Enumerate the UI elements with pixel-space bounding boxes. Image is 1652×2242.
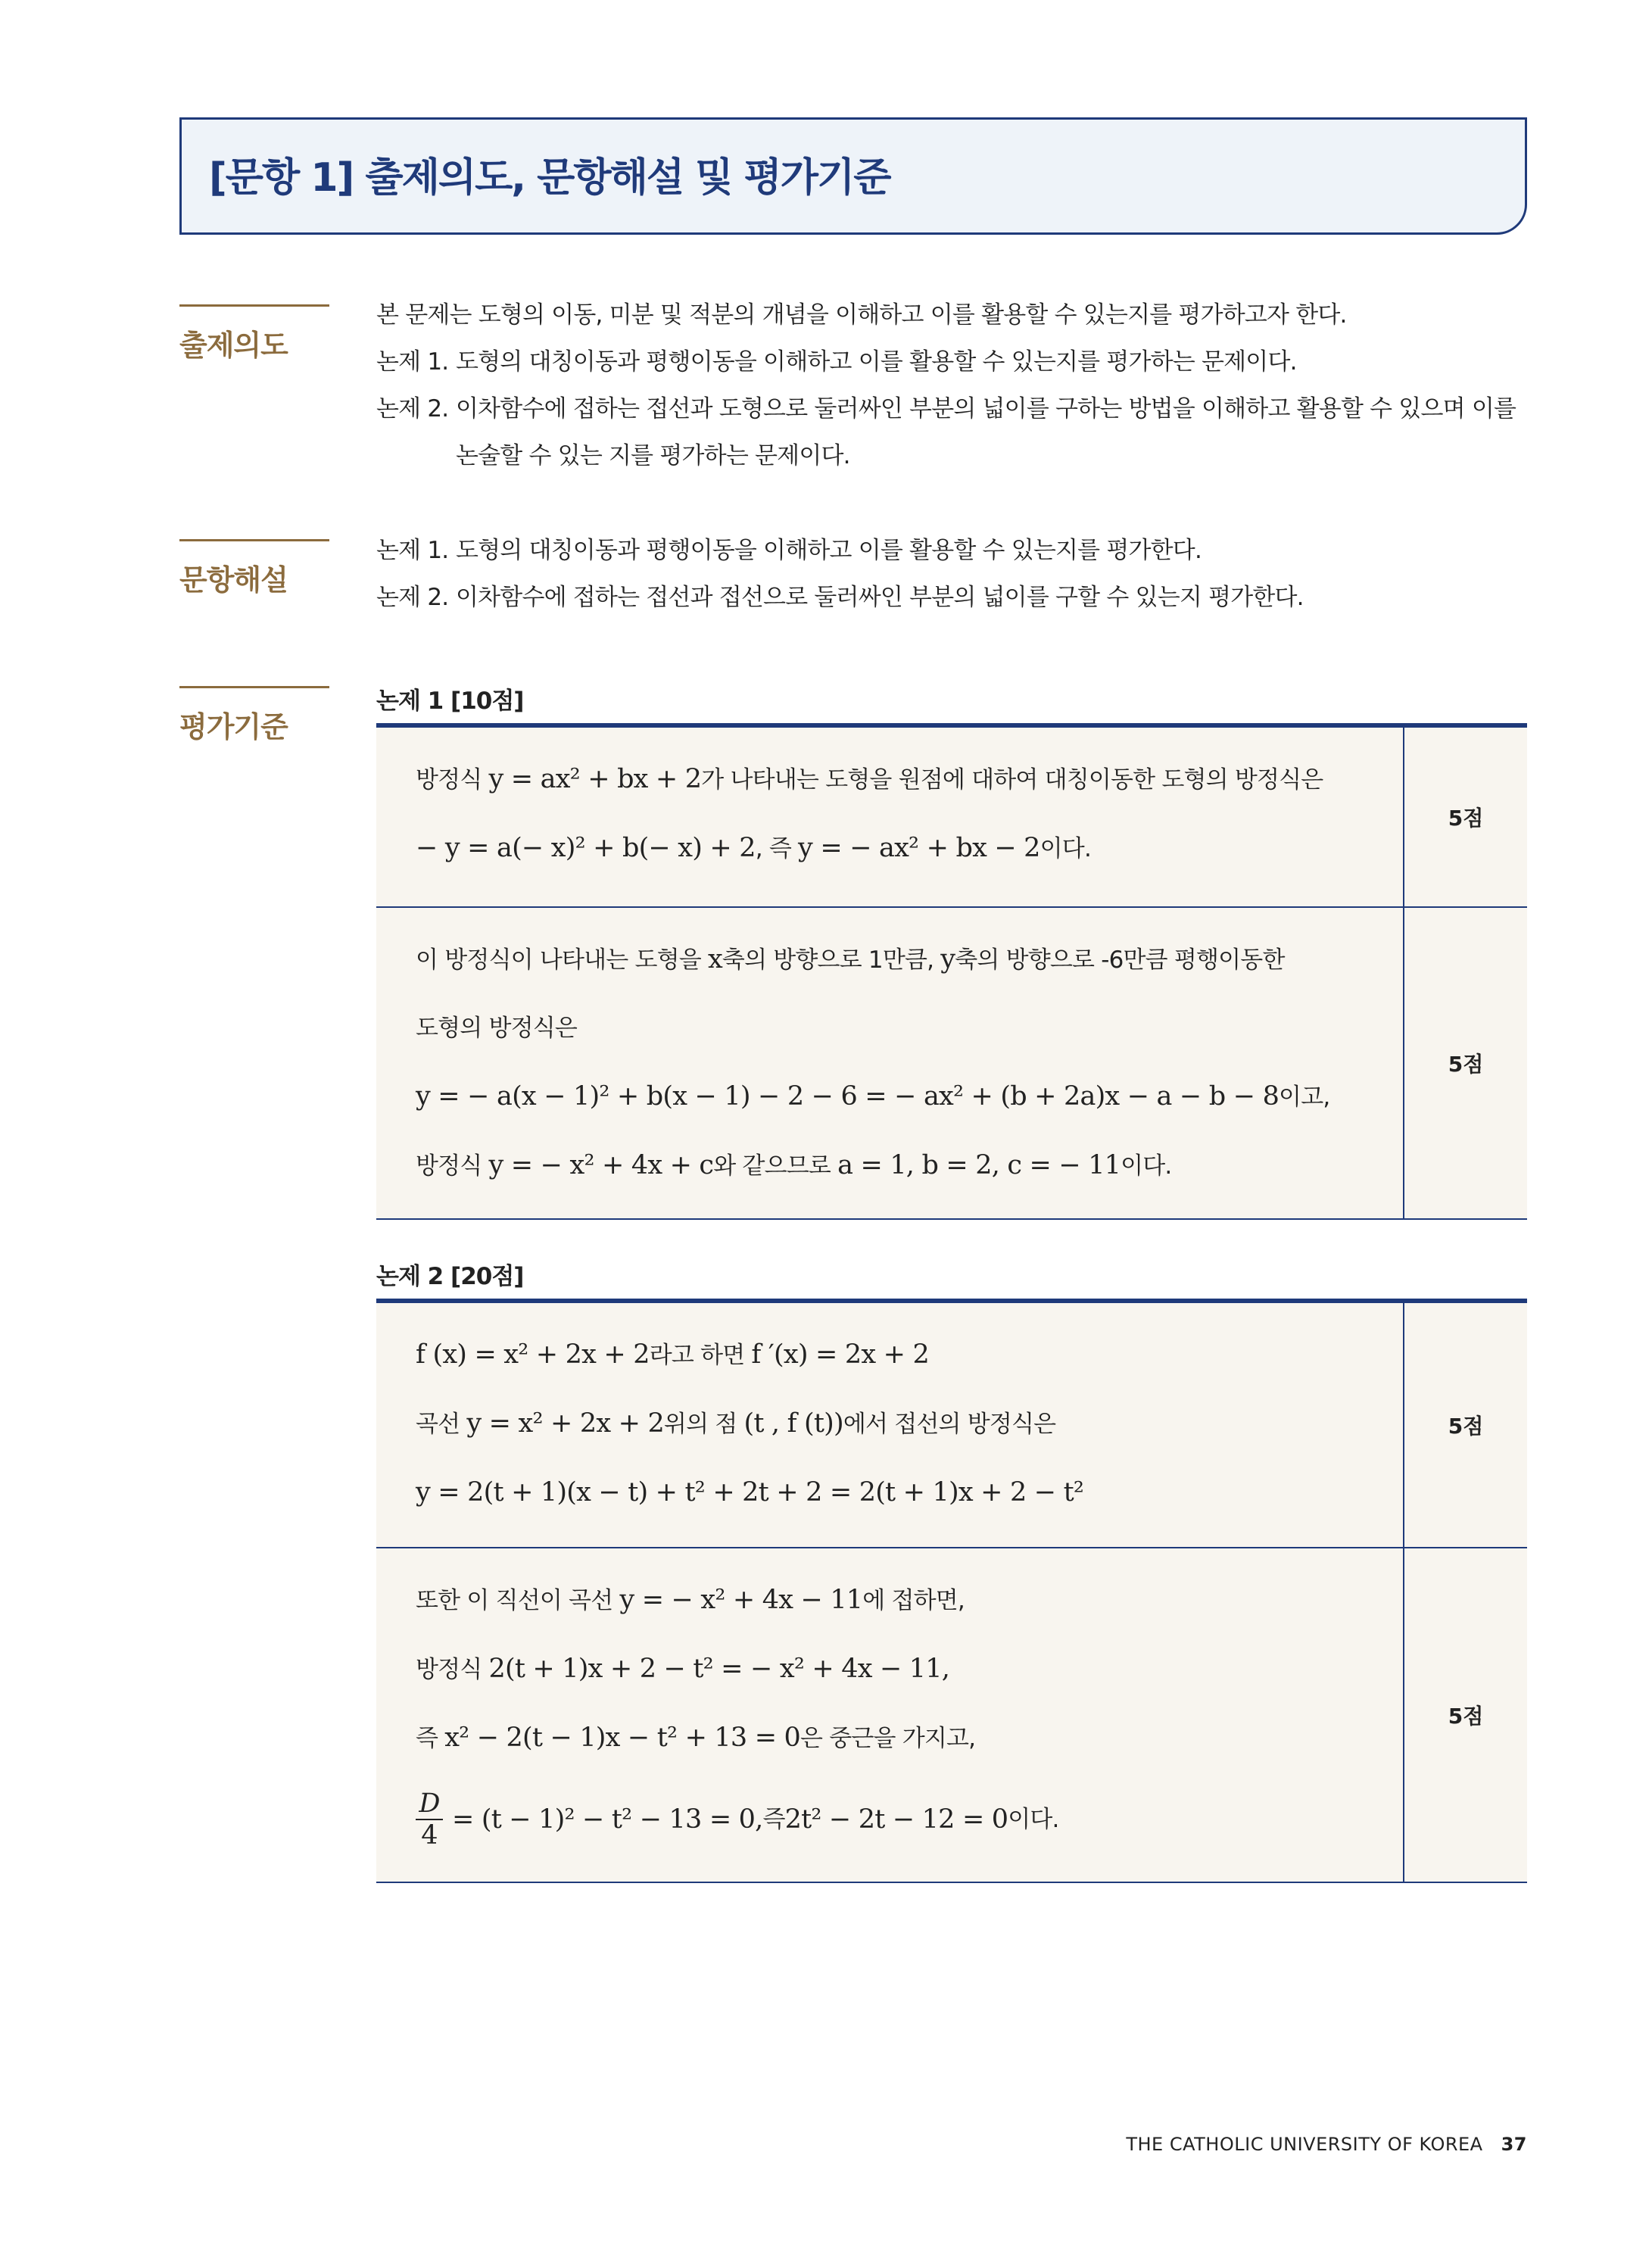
solution-cell xyxy=(376,908,1403,1218)
item-text: 이차함수에 접하는 접선과 접선으로 둘러싸인 부분의 넓이를 구할 수 있는지 평가한다. xyxy=(456,584,1304,611)
solution-cell xyxy=(376,1548,1403,1882)
intent-item-2 xyxy=(376,385,1557,432)
item-label: 논제 2. xyxy=(376,395,449,423)
item-text: 도형의 대칭이동과 평행이동을 이해하고 이를 활용할 수 있는지를 평가한다. xyxy=(456,537,1202,564)
problem-1-heading: 논제 1 [10점] xyxy=(376,688,524,715)
solution-line: 방정식 2(t + 1)x + 2 − t² = − x² + 4x − 11, xyxy=(416,1654,950,1684)
solution-line: 도형의 방정식은 xyxy=(416,1015,578,1042)
item-label: 논제 1. xyxy=(376,537,449,564)
solution-line: f (x) = x² + 2x + 2라고 하면 f ′(x) = 2x + 2 xyxy=(416,1339,929,1370)
item-text: 이차함수에 접하는 접선과 도형으로 둘러싸인 부분의 넓이를 구하는 방법을 이해하고 활용할 수 있으며 이를 xyxy=(456,395,1516,423)
intent-item-1 xyxy=(376,338,1557,385)
intent-text xyxy=(376,292,1557,479)
explanation-item-2 xyxy=(376,574,1557,621)
score-cell: 5점 xyxy=(1403,1548,1527,1882)
problem-2-heading: 논제 2 [20점] xyxy=(376,1263,524,1290)
item-label: 논제 2. xyxy=(376,584,449,611)
item-label: 논제 1. xyxy=(376,348,449,376)
solution-line: 곡선 y = x² + 2x + 2위의 점 (t , f (t))에서 접선의 방정식은 xyxy=(416,1408,1056,1439)
title-box xyxy=(179,117,1527,235)
solution-line: 즉 x² − 2(t − 1)x − t² + 13 = 0은 중근을 가지고, xyxy=(416,1723,976,1753)
footer xyxy=(1126,2134,1527,2155)
problem-2-table xyxy=(376,1303,1527,1883)
explanation-item-1 xyxy=(376,527,1557,574)
explanation-text xyxy=(376,527,1557,621)
solution-line: y = 2(t + 1)(x − t) + t² + 2t + 2 = 2(t + 1)x + 2 − t² xyxy=(416,1477,1084,1508)
solution-line: 또한 이 직선이 곡선 y = − x² + 4x − 11에 접하면, xyxy=(416,1585,965,1615)
solution-line: 방정식 y = ax² + bx + 2가 나타내는 도형을 원점에 대하여 대칭이동한 도형의 방정식은 xyxy=(416,764,1323,794)
section-label-explanation: 문항해설 xyxy=(179,539,329,598)
problem-1-table xyxy=(376,728,1527,1220)
table-row xyxy=(376,728,1527,908)
table-row xyxy=(376,1548,1527,1883)
fraction: D 4 xyxy=(416,1788,443,1851)
table-row xyxy=(376,1303,1527,1548)
score-cell: 5점 xyxy=(1403,908,1527,1218)
score-cell: 5점 xyxy=(1403,1303,1527,1547)
footer-university: THE CATHOLIC UNIVERSITY OF KOREA xyxy=(1126,2134,1483,2155)
section-label-intent: 출제의도 xyxy=(179,304,329,363)
solution-cell xyxy=(376,1303,1403,1547)
page-title: [문항 1] 출제의도, 문항해설 및 평가기준 xyxy=(209,155,890,201)
solution-line: − y = a(− x)² + b(− x) + 2, 즉 y = − ax² + bx − 2이다. xyxy=(416,833,1092,863)
item-text: 도형의 대칭이동과 평행이동을 이해하고 이를 활용할 수 있는지를 평가하는 문제이다. xyxy=(456,348,1297,376)
solution-line: D 4 = (t − 1)² − t² − 13 = 0, 즉 2t² − 2t − 12 = 0 이다. xyxy=(416,1788,1364,1851)
solution-line: y = − a(x − 1)² + b(x − 1) − 2 − 6 = − ax² + (b + 2a)x − a − b − 8이고, xyxy=(416,1081,1330,1112)
intent-line: 본 문제는 도형의 이동, 미분 및 적분의 개념을 이해하고 이를 활용할 수 있는지를 평가하고자 한다. xyxy=(376,301,1347,329)
score-cell: 5점 xyxy=(1403,728,1527,906)
solution-cell xyxy=(376,728,1403,906)
table-row xyxy=(376,908,1527,1220)
solution-line: 방정식 y = − x² + 4x + c와 같으므로 a = 1, b = 2, c = − 11이다. xyxy=(416,1150,1172,1180)
solution-line: 이 방정식이 나타내는 도형을 x축의 방향으로 1만큼, y축의 방향으로 -6만큼 평행이동한 xyxy=(416,944,1285,974)
page-number: 37 xyxy=(1501,2134,1527,2155)
section-label-criteria: 평가기준 xyxy=(179,686,329,745)
intent-item-2-cont: 논술할 수 있는 지를 평가하는 문제이다. xyxy=(456,442,850,469)
